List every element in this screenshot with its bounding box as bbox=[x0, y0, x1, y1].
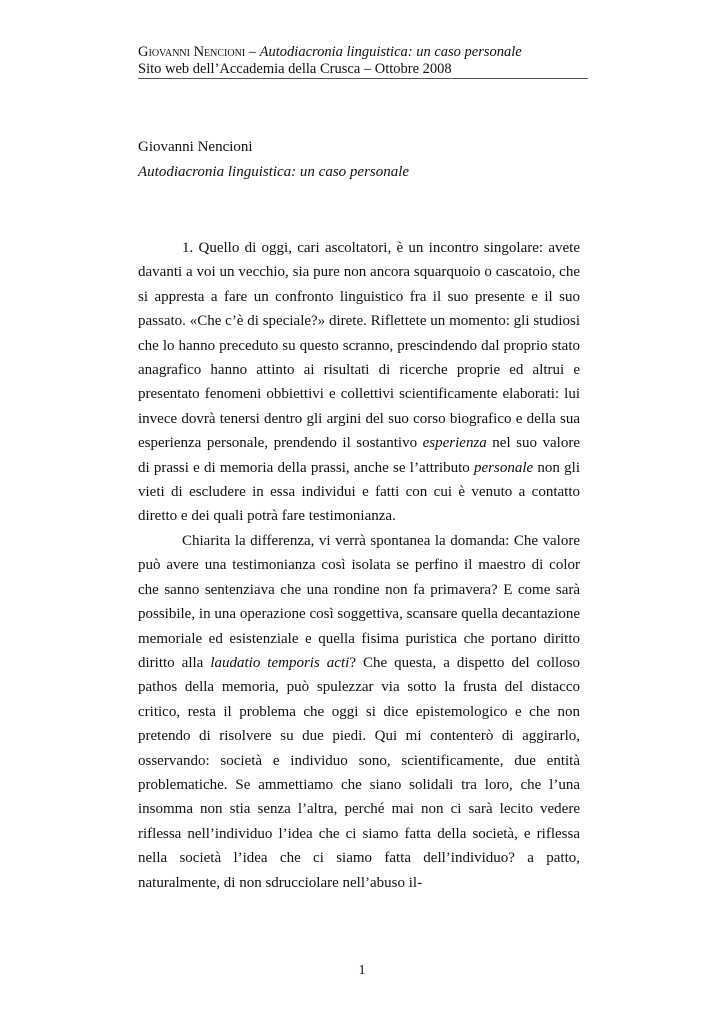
paragraph-1-text-b: nel suo valore di prassi e di memoria della prassi, anche se l’attributo bbox=[138, 435, 580, 476]
header-author-rest: iovanni Nencioni bbox=[148, 44, 246, 60]
paragraph-2-italic-a: laudatio temporis acti bbox=[210, 654, 350, 671]
paragraph-1 bbox=[138, 236, 580, 529]
header-line-1 bbox=[138, 44, 588, 61]
page-number: 1 bbox=[358, 963, 366, 978]
header-title: Autodiacronia linguistica: un caso personale bbox=[259, 44, 522, 60]
document-title: Autodiacronia linguistica: un caso personale bbox=[138, 164, 410, 180]
paragraph-2 bbox=[138, 529, 580, 895]
paragraph-1-italic-a: esperienza bbox=[422, 435, 487, 452]
header-author-initial: G bbox=[138, 44, 149, 60]
body-text bbox=[138, 236, 580, 895]
paragraph-1-italic-b: personale bbox=[474, 459, 534, 476]
header-dash: – bbox=[245, 44, 260, 60]
header-divider bbox=[138, 78, 588, 79]
header-line-2: Sito web dell’Accademia della Crusca – Ottobre 2008 bbox=[138, 61, 452, 77]
paragraph-2-text-b: ? Che questa, a dispetto del colloso pathos della memoria, può spulezzar via sotto la frusta del distacco critico, resta il problema che oggi si dice epistemologico e che non pretendo di risolvere su due piedi. Qui mi contenterò di aggirarlo, osservando: società e individuo sono, scientificamente, due entità problematiche. Se ammettiamo che siano solidali tra loro, che l’una insomma non stia senza l’altra, perché mai non ci sarà lecito vedere riflessa nell’individuo l’idea che ci siamo fatta della società, e riflessa nella società l’idea che ci siamo fatta dell’individuo? a patto, naturalmente, di non sdrucciolare nell’abuso il- bbox=[138, 654, 580, 891]
running-header bbox=[138, 44, 588, 78]
paragraph-1-text-a: 1. Quello di oggi, cari ascoltatori, è un incontro singolare: avete davanti a voi un vecchio, sia pure non ancora squarquoio o cascatoio, che si appresta a fare un confronto linguistico fra il suo presente e il suo passato. «Che c’è di speciale?» direte. Riflettete un momento: gli studiosi che lo hanno preceduto su questo scranno, prescindendo dal proprio stato anagrafico hanno attinto ai risultati di ricerche proprie ed altrui e presentato fenomeni obbiettivi e collettivi scientificamente elaborati: lui invece dovrà tenersi dentro gli argini del suo corso biografico e della sua esperienza personale, prendendo il sostantivo bbox=[138, 240, 580, 452]
author-name: Giovanni Nencioni bbox=[138, 139, 253, 155]
paragraph-1-text-c: non gli vieti di escludere in essa individui e fatti con cui è venuto a contatto diretto e dei quali potrà fare testimonianza. bbox=[138, 459, 580, 525]
paragraph-2-text-a: Chiarita la differenza, vi verrà spontanea la domanda: Che valore può avere una testimonianza così isolata se perfino il maestro di color che sanno sentenziava che una rondine non fa primavera? E come sarà possibile, in una operazione così soggettiva, scansare quella decantazione memoriale ed esistenziale e quella fisima puristica che portano diritto diritto alla bbox=[138, 532, 580, 671]
